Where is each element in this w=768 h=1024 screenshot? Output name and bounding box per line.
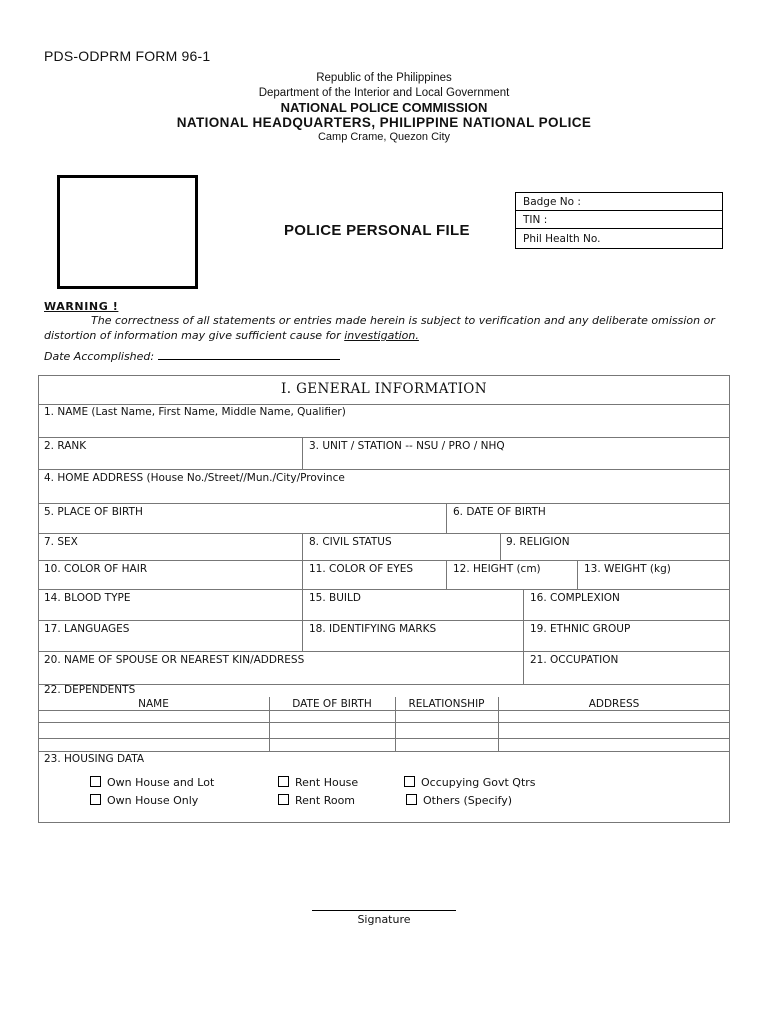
checkbox[interactable] (406, 794, 417, 805)
housing-rent-house[interactable] (278, 776, 358, 789)
rule (38, 560, 730, 561)
rule (446, 560, 447, 589)
rule (577, 560, 578, 589)
checkbox[interactable] (278, 794, 289, 805)
rule (500, 533, 501, 560)
field-rank[interactable]: 2. RANK (44, 440, 87, 452)
signature-label: Signature (357, 913, 411, 926)
field-ethnic-group[interactable]: 19. ETHNIC GROUP (530, 623, 631, 635)
form-title: POLICE PERSONAL FILE (284, 222, 470, 239)
form-number: PDS-ODPRM FORM 96-1 (44, 48, 211, 64)
rule (38, 684, 730, 685)
housing-govt-qtrs[interactable] (404, 776, 536, 789)
housing-option-label: Own House and Lot (107, 776, 215, 789)
field-sex[interactable]: 7. SEX (44, 536, 78, 548)
republic-line: Republic of the Philippines (316, 72, 452, 84)
tin-field[interactable]: TIN : (516, 211, 722, 229)
camp-line: Camp Crame, Quezon City (317, 131, 451, 143)
dep-col-relationship: RELATIONSHIP (408, 698, 485, 710)
field-languages[interactable]: 17. LANGUAGES (44, 623, 130, 635)
rule (38, 589, 730, 590)
rule (38, 722, 730, 723)
department-line: Department of the Interior and Local Government (258, 87, 510, 99)
field-date-of-birth[interactable]: 6. DATE OF BIRTH (453, 506, 546, 518)
housing-own-house-only[interactable] (90, 794, 198, 807)
field-occupation[interactable]: 21. OCCUPATION (530, 654, 619, 666)
id-box (515, 192, 723, 249)
dep-col-dob: DATE OF BIRTH (292, 698, 372, 710)
checkbox[interactable] (278, 776, 289, 787)
checkbox[interactable] (90, 794, 101, 805)
housing-option-label: Others (Specify) (423, 794, 513, 807)
housing-label: 23. HOUSING DATA (44, 753, 145, 765)
rule (38, 404, 730, 405)
rule (38, 751, 730, 752)
date-accomplished-label: Date Accomplished: (44, 350, 155, 363)
rule (38, 503, 730, 504)
housing-option-label: Rent Room (295, 794, 356, 807)
field-spouse-kin[interactable]: 20. NAME OF SPOUSE OR NEAREST KIN/ADDRESS (44, 654, 305, 666)
housing-option-label: Rent House (295, 776, 359, 789)
field-weight[interactable]: 13. WEIGHT (kg) (584, 563, 671, 575)
checkbox[interactable] (90, 776, 101, 787)
rule (302, 589, 303, 651)
field-build[interactable]: 15. BUILD (309, 592, 361, 604)
rule (38, 710, 730, 711)
rule (38, 620, 730, 621)
warning-text-underlined: investigation. (344, 329, 419, 342)
field-color-of-hair[interactable]: 10. COLOR OF HAIR (44, 563, 148, 575)
rule (302, 437, 303, 469)
date-accomplished-field[interactable] (158, 348, 340, 360)
rule (302, 533, 303, 560)
rule (38, 437, 730, 438)
field-home-address[interactable]: 4. HOME ADDRESS (House No./Street//Mun./City/Province (44, 472, 345, 484)
field-blood-type[interactable]: 14. BLOOD TYPE (44, 592, 131, 604)
rule (38, 469, 730, 470)
signature-line[interactable] (312, 910, 456, 911)
warning-heading: WARNING ! (44, 300, 119, 313)
field-place-of-birth[interactable]: 5. PLACE OF BIRTH (44, 506, 143, 518)
housing-option-label: Occupying Govt Qtrs (421, 776, 536, 789)
field-unit-station[interactable]: 3. UNIT / STATION -- NSU / PRO / NHQ (309, 440, 505, 452)
photo-box[interactable] (57, 175, 198, 289)
field-color-of-eyes[interactable]: 11. COLOR OF EYES (309, 563, 413, 575)
philhealth-field[interactable]: Phil Health No. (523, 233, 601, 245)
warning-text-main: The correctness of all statements or entries made herein is subject to verification and any deliberate omission or distortion of information may give sufficient cause for (44, 314, 715, 342)
housing-rent-room[interactable] (278, 794, 355, 807)
section-title: I. GENERAL INFORMATION (281, 381, 487, 397)
rule (523, 589, 524, 684)
dep-col-name: NAME (138, 698, 169, 710)
dependents-label: 22. DEPENDENTS (44, 684, 136, 696)
warning-text (44, 313, 734, 343)
housing-others[interactable] (406, 794, 512, 807)
rule (302, 560, 303, 589)
field-height[interactable]: 12. HEIGHT (cm) (453, 563, 541, 575)
rule (446, 503, 447, 533)
badge-no-field[interactable]: Badge No : (516, 193, 722, 211)
field-name[interactable]: 1. NAME (Last Name, First Name, Middle Name, Qualifier) (44, 406, 346, 418)
date-accomplished (44, 348, 340, 363)
housing-own-house-lot[interactable] (90, 776, 214, 789)
headquarters-line: NATIONAL HEADQUARTERS, PHILIPPINE NATIONAL POLICE (176, 115, 592, 130)
field-civil-status[interactable]: 8. CIVIL STATUS (309, 536, 392, 548)
rule (38, 533, 730, 534)
dep-col-address: ADDRESS (588, 698, 640, 710)
rule (38, 738, 730, 739)
field-complexion[interactable]: 16. COMPLEXION (530, 592, 620, 604)
checkbox[interactable] (404, 776, 415, 787)
field-identifying-marks[interactable]: 18. IDENTIFYING MARKS (309, 623, 437, 635)
rule (38, 651, 730, 652)
field-religion[interactable]: 9. RELIGION (506, 536, 570, 548)
housing-option-label: Own House Only (107, 794, 199, 807)
commission-line: NATIONAL POLICE COMMISSION (280, 100, 488, 115)
